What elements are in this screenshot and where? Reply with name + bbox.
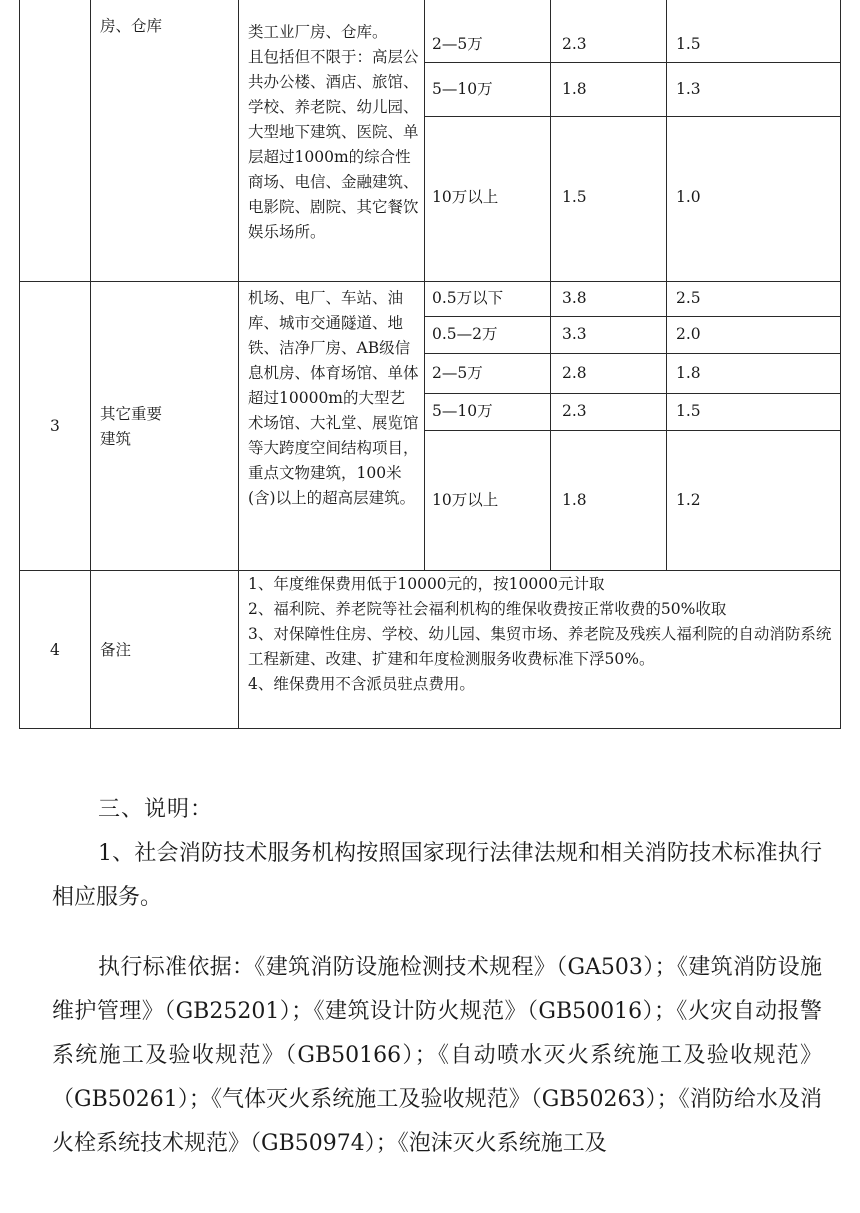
tier-rate-a: 2.8 bbox=[562, 364, 587, 382]
tier-rate-b: 2.5 bbox=[676, 289, 701, 307]
tier-rate-a: 2.3 bbox=[562, 402, 587, 420]
tier-divider bbox=[424, 353, 840, 354]
table-col-divider bbox=[90, 0, 91, 729]
note-item: 1、年度维保费用低于10000元的，按10000元计取 bbox=[248, 575, 605, 593]
paragraph: 执行标准依据：《建筑消防设施检测技术规程》（GA503）；《建筑消防设施维护管理》（GB25201）；《建筑设计防火规范》（GB50016）；《火灾自动报警系统施工及验收规范》（GB50166）；《自动喷水灭火系统施工及验收规范》（GB50261）；《气体灭火系统施工及验收规范》（GB50263）；《消防给水及消火栓系统技术规范》（GB50974）；《泡沫灭火系统施工及 bbox=[52, 955, 822, 1156]
category-cell: 其它重要 建筑 bbox=[100, 405, 163, 448]
table-col-divider bbox=[666, 0, 667, 570]
tier-rate-b: 1.3 bbox=[676, 80, 701, 98]
category-cell: 备注 bbox=[100, 641, 132, 659]
tier-range: 5—10万 bbox=[432, 402, 493, 420]
row-index: 4 bbox=[50, 641, 60, 659]
tier-divider bbox=[424, 393, 840, 394]
scope-cell: 机场、电厂、车站、油库、城市交通隧道、地铁、洁净厂房、AB级信息机房、体育场馆、单体超过10000m的大型艺术场馆、大礼堂、展览馆等大跨度空间结构项目，重点文物建筑，100米(含)以上的超高层建筑。 bbox=[248, 289, 419, 507]
tier-range: 10万以上 bbox=[432, 188, 499, 206]
row-divider bbox=[19, 570, 840, 571]
table-col-divider bbox=[238, 0, 239, 729]
tier-rate-b: 1.2 bbox=[676, 491, 701, 509]
paragraph: 1、社会消防技术服务机构按照国家现行法律法规和相关消防技术标准执行相应服务。 bbox=[52, 841, 822, 910]
tier-divider bbox=[424, 116, 840, 117]
note-item: 3、对保障性住房、学校、幼儿园、集贸市场、养老院及残疾人福利院的自动消防系统工程新建、改建、扩建和年度检测服务收费标准下浮50%。 bbox=[248, 625, 832, 668]
section-heading: 三、说明： bbox=[98, 797, 214, 822]
notes-list bbox=[248, 572, 836, 697]
tier-divider bbox=[424, 62, 840, 63]
tier-range: 0.5万以下 bbox=[432, 289, 504, 307]
tier-rate-b: 1.8 bbox=[676, 364, 701, 382]
tier-rate-a: 1.8 bbox=[562, 491, 587, 509]
tier-rate-a: 2.3 bbox=[562, 35, 587, 53]
tier-range: 0.5—2万 bbox=[432, 325, 498, 343]
table-border-left bbox=[19, 0, 20, 729]
tier-divider bbox=[424, 316, 840, 317]
row-index: 3 bbox=[50, 417, 60, 435]
tier-range: 2—5万 bbox=[432, 35, 483, 53]
note-item: 4、维保费用不含派员驻点费用。 bbox=[248, 675, 475, 693]
row-divider bbox=[19, 281, 840, 282]
tier-rate-a: 3.8 bbox=[562, 289, 587, 307]
table-border-bottom bbox=[19, 728, 841, 729]
tier-range: 2—5万 bbox=[432, 364, 483, 382]
tier-rate-a: 3.3 bbox=[562, 325, 587, 343]
table-border-right bbox=[840, 0, 841, 729]
tier-rate-a: 1.8 bbox=[562, 80, 587, 98]
category-cell: 房、仓库 bbox=[100, 17, 163, 35]
table-col-divider bbox=[550, 0, 551, 570]
tier-rate-b: 2.0 bbox=[676, 325, 701, 343]
scope-cell: 类工业厂房、仓库。 且包括但不限于：高层公共办公楼、酒店、旅馆、学校、养老院、幼儿园、大型地下建筑、医院、单层超过1000m的综合性商场、电信、金融建筑、电影院、剧院、其它餐饮娱乐场所。 bbox=[248, 23, 419, 241]
tier-divider bbox=[424, 430, 840, 431]
tier-rate-b: 1.5 bbox=[676, 35, 701, 53]
tier-range: 5—10万 bbox=[432, 80, 493, 98]
table-col-divider bbox=[424, 0, 425, 570]
note-item: 2、福利院、养老院等社会福利机构的维保收费按正常收费的50%收取 bbox=[248, 600, 727, 618]
tier-rate-a: 1.5 bbox=[562, 188, 587, 206]
tier-rate-b: 1.0 bbox=[676, 188, 701, 206]
tier-range: 10万以上 bbox=[432, 491, 499, 509]
tier-rate-b: 1.5 bbox=[676, 402, 701, 420]
